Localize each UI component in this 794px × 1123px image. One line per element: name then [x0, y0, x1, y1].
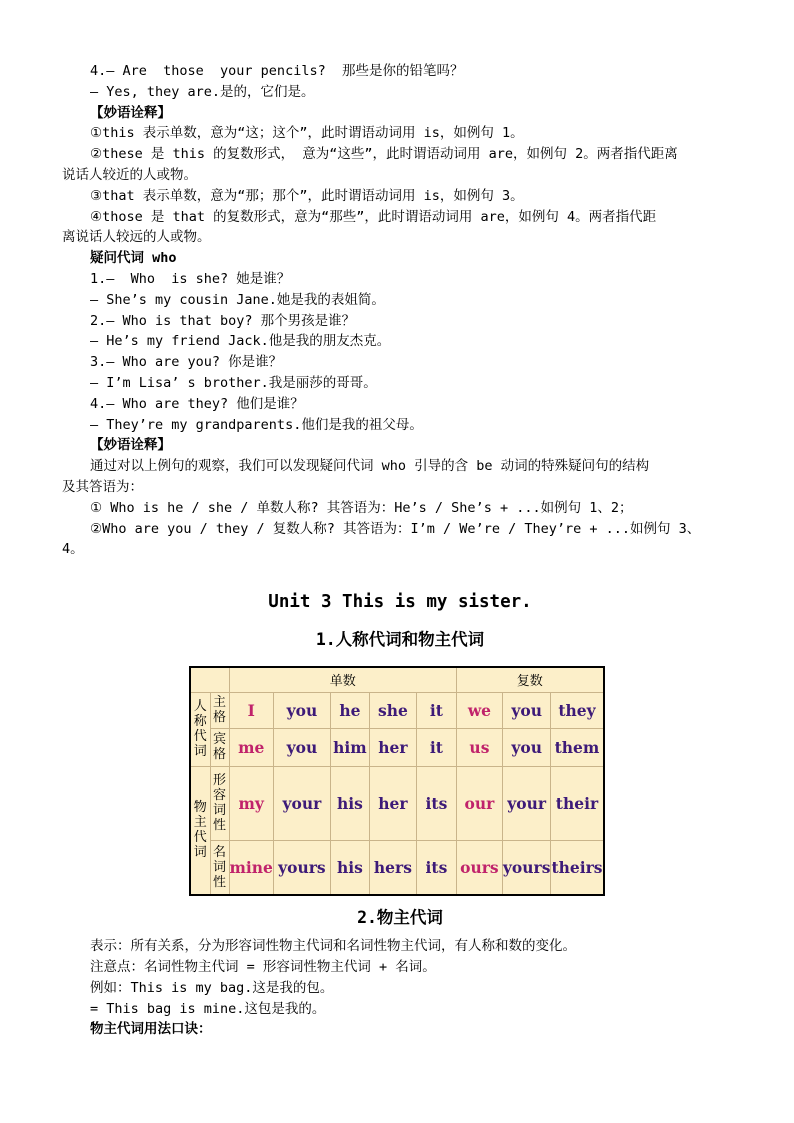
- pronoun-cell: it: [416, 692, 456, 728]
- table-row: [190, 692, 604, 728]
- text-line: — Yes, they are.是的，它们是。: [90, 83, 315, 100]
- text-line: 【妙语诠释】: [90, 437, 171, 454]
- pronoun-cell: mine: [229, 840, 273, 895]
- unit-title: Unit 3 This is my sister.: [268, 592, 532, 613]
- text-line: — I’m Lisa’ s brother.我是丽莎的哥哥。: [90, 374, 377, 391]
- pronoun-cell: she: [369, 692, 416, 728]
- text-line: ②Who are you / they / 复数人称? 其答语为：I’m / We’re / They’re + ...如例句 3、: [90, 520, 701, 537]
- text-line: ①this 表示单数，意为“这；这个”，此时谓语动词用 is，如例句 1。: [90, 125, 524, 142]
- section-title-pronouns: 1.人称代词和物主代词: [315, 630, 485, 650]
- pronoun-table: [189, 666, 605, 896]
- pronoun-cell: you: [273, 692, 330, 728]
- pronoun-cell: it: [416, 728, 456, 766]
- text-line: 例如：This is my bag.这是我的包。: [90, 979, 334, 996]
- text-line: 2.— Who is that boy? 那个男孩是谁？: [90, 312, 356, 329]
- pronoun-cell: your: [502, 766, 551, 840]
- pronoun-cell: you: [502, 728, 551, 766]
- group-possessive-pronouns: 物 主 代 词: [190, 766, 210, 895]
- pronoun-cell: us: [456, 728, 502, 766]
- pronoun-cell: they: [551, 692, 604, 728]
- pronoun-cell: him: [330, 728, 369, 766]
- pronoun-cell: we: [456, 692, 502, 728]
- table-row: [190, 728, 604, 766]
- text-line: 说话人较近的人或物。: [62, 166, 197, 183]
- text-line: ① Who is he / she / 单数人称? 其答语为：He’s / She’s + ...如例句 1、2；: [90, 499, 633, 516]
- text-line: 1.— Who is she? 她是谁？: [90, 270, 291, 287]
- table-corner: [190, 667, 229, 692]
- pronoun-cell: its: [416, 840, 456, 895]
- text-line: ②these 是 this 的复数形式， 意为“这些”，此时谓语动词用 are，如例句 2。两者指代距离: [90, 146, 678, 163]
- pronoun-cell: our: [456, 766, 502, 840]
- text-line: ④those 是 that 的复数形式，意为“那些”，此时谓语动词用 are，如例句 4。两者指代距: [90, 208, 657, 225]
- row-label: 形 容 词 性: [210, 766, 229, 840]
- pronoun-cell: your: [273, 766, 330, 840]
- text-line: 物主代词用法口诀：: [90, 1021, 212, 1038]
- pronoun-cell: his: [330, 840, 369, 895]
- pronoun-cell: his: [330, 766, 369, 840]
- table-row: [190, 840, 604, 895]
- header-singular: 单数: [229, 667, 456, 692]
- row-label: 主 格: [210, 692, 229, 728]
- text-line: 疑问代词 who: [90, 250, 177, 267]
- text-line: 3.— Who are you? 你是谁？: [90, 354, 283, 371]
- header-plural: 复数: [456, 667, 603, 692]
- pronoun-cell: yours: [502, 840, 551, 895]
- group-personal-pronouns: 人 称 代 词: [190, 692, 210, 766]
- text-line: 及其答语为：: [62, 478, 143, 495]
- text-line: 离说话人较远的人或物。: [62, 229, 211, 246]
- text-line: 【妙语诠释】: [90, 104, 171, 121]
- text-line: 4。: [62, 541, 84, 558]
- text-line: = This bag is mine.这包是我的。: [90, 1000, 326, 1017]
- text-line: 表示：所有关系，分为形容词性物主代词和名词性物主代词，有人称和数的变化。: [90, 938, 576, 955]
- row-label: 名 词 性: [210, 840, 229, 895]
- text-line: 注意点：名词性物主代词 = 形容词性物主代词 + 名词。: [90, 958, 436, 975]
- section-title-possessive: 2.物主代词: [357, 908, 443, 928]
- pronoun-cell: hers: [369, 840, 416, 895]
- pronoun-cell: me: [229, 728, 273, 766]
- text-line: 4.— Are those your pencils? 那些是你的铅笔吗？: [90, 63, 464, 79]
- pronoun-cell: her: [369, 766, 416, 840]
- text-block-bottom: [62, 936, 738, 1040]
- pronoun-cell: their: [551, 766, 604, 840]
- pronoun-cell: you: [502, 692, 551, 728]
- text-line: — He’s my friend Jack.他是我的朋友杰克。: [90, 333, 391, 350]
- text-line: — She’s my cousin Jane.她是我的表姐简。: [90, 291, 385, 308]
- table-header-row: [190, 667, 604, 692]
- pronoun-cell: theirs: [551, 840, 604, 895]
- pronoun-cell: its: [416, 766, 456, 840]
- text-line: 通过对以上例句的观察，我们可以发现疑问代词 who 引导的含 be 动词的特殊疑问句的结构: [90, 458, 650, 475]
- pronoun-cell: her: [369, 728, 416, 766]
- text-line: 4.— Who are they? 他们是谁？: [90, 395, 304, 412]
- pronoun-cell: I: [229, 692, 273, 728]
- pronoun-cell: my: [229, 766, 273, 840]
- row-label: 宾 格: [210, 728, 229, 766]
- table-row: [190, 766, 604, 840]
- pronoun-cell: you: [273, 728, 330, 766]
- text-block-top: [62, 61, 738, 560]
- pronoun-cell: them: [551, 728, 604, 766]
- document-page: [62, 61, 738, 1040]
- pronoun-table-wrapper: [189, 666, 738, 896]
- pronoun-cell: ours: [456, 840, 502, 895]
- pronoun-cell: he: [330, 692, 369, 728]
- text-line: ③that 表示单数，意为“那；那个”，此时谓语动词用 is，如例句 3。: [90, 187, 524, 204]
- text-line: — They’re my grandparents.他们是我的祖父母。: [90, 416, 423, 433]
- pronoun-cell: yours: [273, 840, 330, 895]
